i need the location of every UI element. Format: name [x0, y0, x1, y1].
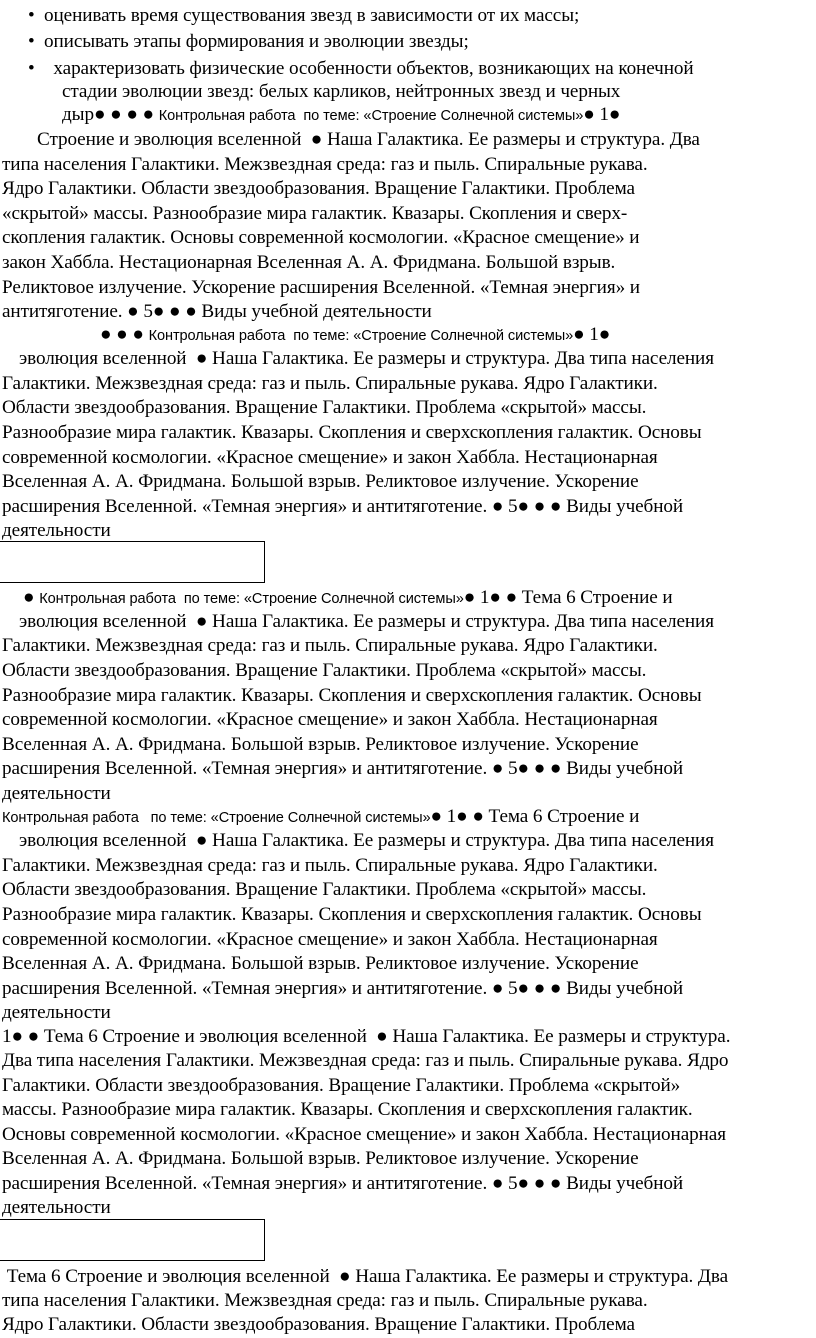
text-line: 1● ● Тема 6 Строение и эволюция вселенной ● Наша Галактика. Ее размеры и структура.: [2, 1026, 731, 1047]
text-line: деятельности: [2, 520, 111, 541]
text-line: Строение и эволюция вселенной ● Наша Галактика. Ее размеры и структура. Два: [37, 129, 700, 150]
text-line: расширения Вселенной. «Темная энергия» и антитяготение. ● 5● ● ● Виды учебной: [2, 496, 684, 517]
bullet-continuation: стадии эволюции звезд: белых карликов, нейтронных звезд и черных: [62, 81, 621, 102]
text-line: антитяготение. ● 5● ● ● Виды учебной деятельности: [2, 301, 432, 322]
bullet-text: оценивать время существования звезд в зависимости от их массы;: [44, 5, 580, 26]
text-line: дыр● ● ● ● Контрольная работа по теме: «Строение Солнечной системы»● 1●: [62, 104, 621, 125]
text-line: Контрольная работа по теме: «Строение Солнечной системы»● 1● ● Тема 6 Строение и: [2, 806, 640, 827]
text-line: расширения Вселенной. «Темная энергия» и антитяготение. ● 5● ● ● Виды учебной: [2, 1173, 684, 1194]
test-title-fragment: Контрольная работа по теме: «Строение Солнечной системы»: [39, 591, 464, 607]
text-line: эволюция вселенной ● Наша Галактика. Ее размеры и структура. Два типа населения: [19, 830, 714, 851]
text-line: Вселенная А. А. Фридмана. Большой взрыв. Реликтовое излучение. Ускорение: [2, 1148, 639, 1169]
text-line: «скрытой» массы. Разнообразие мира галактик. Квазары. Скопления и сверх-: [2, 203, 628, 224]
text-line: Вселенная А. А. Фридмана. Большой взрыв. Реликтовое излучение. Ускорение: [2, 953, 639, 974]
test-title-fragment: Контрольная работа по теме: «Строение Солнечной системы»: [2, 810, 431, 826]
text-line: Вселенная А. А. Фридмана. Большой взрыв. Реликтовое излучение. Ускорение: [2, 471, 639, 492]
text-line: Ядро Галактики. Области звездообразования. Вращение Галактики. Проблема: [2, 1314, 635, 1335]
text-line: Галактики. Межзвездная среда: газ и пыль. Спиральные рукава. Ядро Галактики.: [2, 635, 658, 656]
text-line: Основы современной космологии. «Красное смещение» и закон Хаббла. Нестационарная: [2, 1124, 726, 1145]
text-line: Тема 6 Строение и эволюция вселенной ● Наша Галактика. Ее размеры и структура. Два: [2, 1266, 729, 1287]
text-line: типа населения Галактики. Межзвездная среда: газ и пыль. Спиральные рукава.: [2, 154, 648, 175]
text-line: современной космологии. «Красное смещение» и закон Хаббла. Нестационарная: [2, 929, 658, 950]
bullet-text: характеризовать физические особенности объектов, возникающих на конечной: [53, 58, 694, 79]
text-line: типа населения Галактики. Межзвездная среда: газ и пыль. Спиральные рукава.: [2, 1290, 648, 1311]
text-line: Галактики. Области звездообразования. Вращение Галактики. Проблема «скрытой»: [2, 1075, 681, 1096]
text-line: деятельности: [2, 1002, 111, 1023]
text-line: деятельности: [2, 1197, 111, 1218]
text-line: расширения Вселенной. «Темная энергия» и антитяготение. ● 5● ● ● Виды учебной: [2, 978, 684, 999]
empty-text-box: [0, 541, 265, 583]
text-line: ● Контрольная работа по теме: «Строение Солнечной системы»● 1● ● Тема 6 Строение и: [23, 587, 673, 608]
text-line: современной космологии. «Красное смещение» и закон Хаббла. Нестационарная: [2, 709, 658, 730]
text-line: Разнообразие мира галактик. Квазары. Скопления и сверхскопления галактик. Основы: [2, 422, 702, 443]
text-line: эволюция вселенной ● Наша Галактика. Ее размеры и структура. Два типа населения: [19, 348, 714, 369]
text-line: Галактики. Межзвездная среда: газ и пыль. Спиральные рукава. Ядро Галактики.: [2, 855, 658, 876]
text-line: Галактики. Межзвездная среда: газ и пыль. Спиральные рукава. Ядро Галактики.: [2, 373, 658, 394]
text-line: эволюция вселенной ● Наша Галактика. Ее размеры и структура. Два типа населения: [19, 611, 714, 632]
text-line: закон Хаббла. Нестационарная Вселенная А. А. Фридмана. Большой взрыв.: [2, 252, 616, 273]
text-line: скопления галактик. Основы современной космологии. «Красное смещение» и: [2, 227, 640, 248]
text-line: деятельности: [2, 783, 111, 804]
text-line: Разнообразие мира галактик. Квазары. Скопления и сверхскопления галактик. Основы: [2, 685, 702, 706]
text-line: современной космологии. «Красное смещение» и закон Хаббла. Нестационарная: [2, 447, 658, 468]
text-line: Разнообразие мира галактик. Квазары. Скопления и сверхскопления галактик. Основы: [2, 904, 702, 925]
text-line: Реликтовое излучение. Ускорение расширения Вселенной. «Темная энергия» и: [2, 277, 640, 298]
text-line: массы. Разнообразие мира галактик. Квазары. Скопления и сверхскопления галактик.: [2, 1099, 693, 1120]
test-title-fragment: Контрольная работа по теме: «Строение Солнечной системы»: [148, 328, 574, 344]
text-line: Вселенная А. А. Фридмана. Большой взрыв. Реликтовое излучение. Ускорение: [2, 734, 639, 755]
bullet-item: • характеризовать физические особенности объектов, возникающих на конечной: [28, 58, 694, 79]
text-line: Области звездообразования. Вращение Галактики. Проблема «скрытой» массы.: [2, 660, 647, 681]
test-title-fragment: Контрольная работа по теме: «Строение Солнечной системы»: [158, 108, 584, 124]
bullet-item: • описывать этапы формирования и эволюции звезды;: [28, 31, 469, 52]
text-line: расширения Вселенной. «Темная энергия» и антитяготение. ● 5● ● ● Виды учебной: [2, 758, 684, 779]
text-line: Два типа населения Галактики. Межзвездная среда: газ и пыль. Спиральные рукава. Ядро: [2, 1050, 729, 1071]
empty-text-box: [0, 1219, 265, 1261]
bullet-text: описывать этапы формирования и эволюции звезды;: [44, 31, 469, 52]
text-line: Ядро Галактики. Области звездообразования. Вращение Галактики. Проблема: [2, 178, 635, 199]
text-line: Области звездообразования. Вращение Галактики. Проблема «скрытой» массы.: [2, 397, 647, 418]
text-line: Области звездообразования. Вращение Галактики. Проблема «скрытой» массы.: [2, 879, 647, 900]
text-line: ● ● ● Контрольная работа по теме: «Строение Солнечной системы»● 1●: [100, 324, 611, 345]
bullet-item: • оценивать время существования звезд в зависимости от их массы;: [28, 5, 580, 26]
